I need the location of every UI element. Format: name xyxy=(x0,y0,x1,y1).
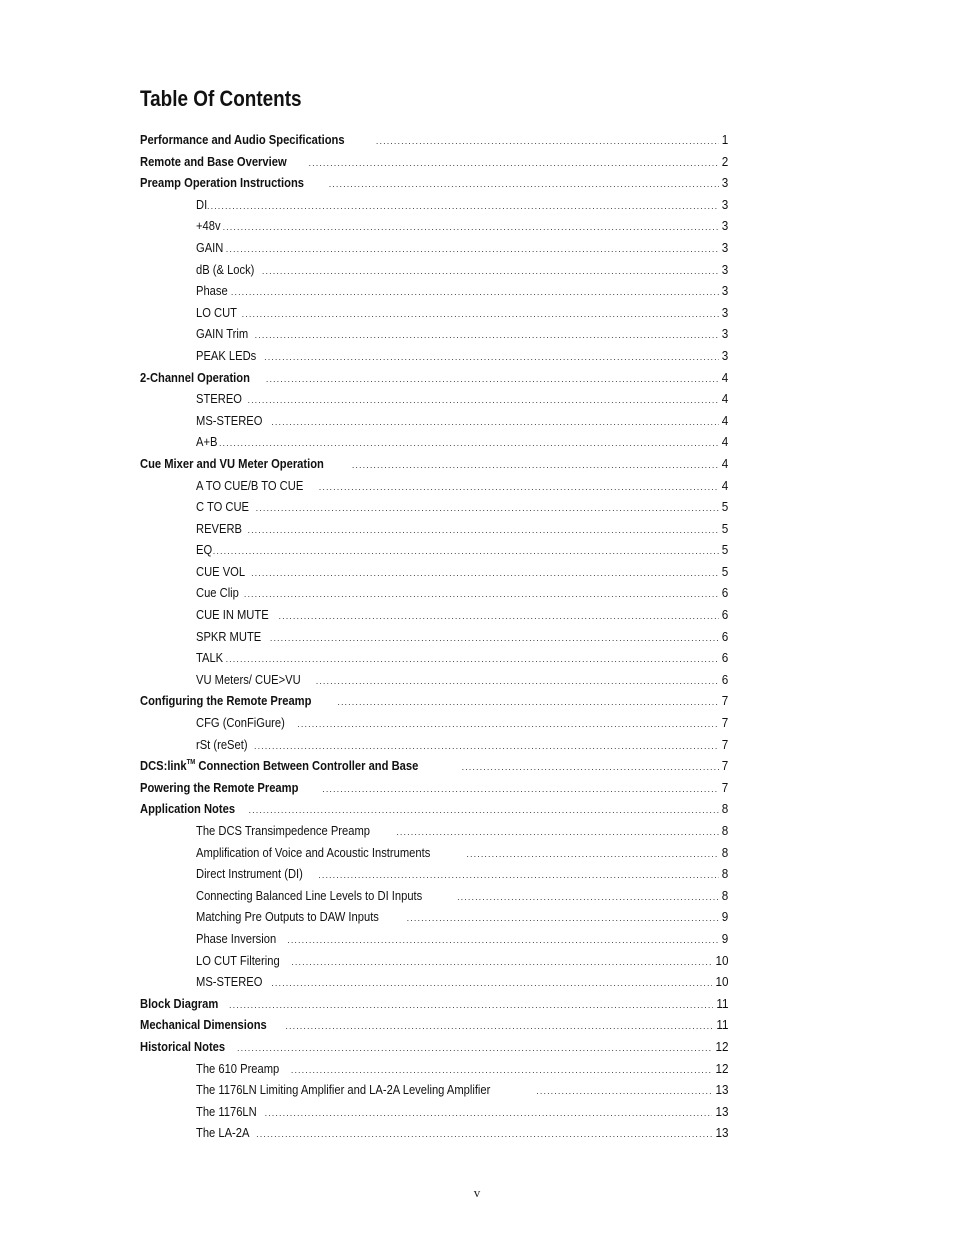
toc-entry-page-number: 8 xyxy=(721,887,728,903)
toc-entry[interactable] xyxy=(196,388,728,410)
toc-entry-page-number: 8 xyxy=(721,823,728,838)
toc-entry-label-text: The LA-2A xyxy=(196,1125,250,1141)
toc-entry-label-text: Cue Clip xyxy=(196,585,239,601)
toc-entry-label-text: The 1176LN xyxy=(196,1103,257,1119)
toc-entry-label xyxy=(196,496,249,518)
dot-leader xyxy=(271,973,711,995)
toc-entry-label-text: Amplification of Voice and Acoustic Instruments xyxy=(196,844,431,860)
toc-entry-label xyxy=(196,561,245,583)
toc-entry-label-text: The 610 Preamp xyxy=(196,1060,280,1076)
toc-entry[interactable] xyxy=(140,777,728,799)
toc-entry[interactable] xyxy=(140,172,728,194)
toc-entry-label-text: SPKR MUTE xyxy=(196,628,262,644)
toc-entry-label-text: Mechanical Dimensions xyxy=(140,1017,267,1033)
dot-leader xyxy=(247,520,718,542)
toc-entry-label xyxy=(140,755,418,777)
toc-entry-label xyxy=(196,345,256,367)
toc-entry[interactable] xyxy=(140,1014,728,1036)
toc-entry-page-number: 11 xyxy=(715,995,728,1011)
toc-entry-label xyxy=(196,280,228,302)
toc-entry-label-text: Phase xyxy=(196,283,228,299)
dot-leader xyxy=(231,282,719,304)
toc-entry-label xyxy=(196,863,303,885)
toc-entry-label-text: dB (& Lock) xyxy=(196,261,255,277)
toc-entry[interactable] xyxy=(196,928,728,950)
toc-entry-page-number: 6 xyxy=(721,671,728,687)
dot-leader xyxy=(270,628,719,650)
toc-entry-label xyxy=(140,1014,267,1036)
toc-entry-label xyxy=(196,1122,249,1144)
dot-leader xyxy=(337,692,718,714)
toc-entry-label xyxy=(196,647,223,669)
toc-entry-label-text: Performance and Audio Specifications xyxy=(140,132,345,147)
toc-entry-label xyxy=(196,971,262,993)
toc-entry-label xyxy=(196,518,242,540)
toc-entry-page-number: 1 xyxy=(721,132,728,147)
toc-entry-label xyxy=(140,690,311,712)
toc-entry-label xyxy=(196,215,221,237)
toc-entry[interactable] xyxy=(196,431,728,453)
toc-entry-label-text: The DCS Transimpedence Preamp xyxy=(196,823,370,838)
dot-leader xyxy=(255,325,719,347)
dot-leader xyxy=(265,1103,712,1125)
toc-entry-label-text: Application Notes xyxy=(140,801,236,817)
toc-entry-label-text: Remote and Base Overview xyxy=(140,153,287,169)
dot-leader xyxy=(242,304,719,326)
dot-leader xyxy=(329,174,719,196)
toc-entry-page-number: 8 xyxy=(721,801,728,817)
toc-entry-label xyxy=(196,906,379,928)
toc-entry-page-number: 3 xyxy=(721,261,728,277)
toc-entry-label xyxy=(140,993,218,1015)
dot-leader xyxy=(457,887,719,909)
toc-entry-label-text: C TO CUE xyxy=(196,499,250,515)
toc-entry-label-text: A+B xyxy=(196,434,218,450)
dot-leader xyxy=(266,369,719,391)
toc-entry[interactable] xyxy=(196,539,728,561)
toc-entry[interactable] xyxy=(140,755,728,777)
toc-entry[interactable] xyxy=(196,885,728,907)
toc-entry-label xyxy=(196,237,223,259)
toc-entry[interactable] xyxy=(196,669,728,691)
toc-entry[interactable] xyxy=(196,518,728,540)
toc-entry-label xyxy=(196,475,303,497)
toc-entry-page-number: 5 xyxy=(721,520,728,536)
dot-leader xyxy=(291,952,711,974)
toc-entry[interactable] xyxy=(196,604,728,626)
toc-entry[interactable] xyxy=(196,1058,728,1080)
toc-entry-page-number: 12 xyxy=(714,1038,728,1054)
dot-leader xyxy=(229,995,712,1017)
toc-entry[interactable] xyxy=(196,259,728,281)
toc-entry-page-number: 3 xyxy=(721,239,728,255)
page-title: Table Of Contents xyxy=(140,86,302,111)
toc-entry-page-number: 13 xyxy=(714,1082,728,1098)
toc-entry-page-number: 7 xyxy=(721,736,728,752)
toc-entry-page-number: 4 xyxy=(721,455,728,471)
dot-leader xyxy=(247,390,718,412)
toc-entry[interactable] xyxy=(196,302,728,324)
toc-entry[interactable] xyxy=(196,712,728,734)
toc-entry[interactable] xyxy=(140,993,728,1015)
toc-entry[interactable] xyxy=(196,863,728,885)
dot-leader xyxy=(462,757,719,779)
dot-leader xyxy=(256,498,719,520)
dot-leader xyxy=(213,541,719,563)
toc-entry[interactable] xyxy=(140,1036,728,1058)
toc-entry-label-text: GAIN Trim xyxy=(196,326,249,342)
toc-entry-page-number: 13 xyxy=(714,1125,728,1141)
toc-entry-label xyxy=(196,302,237,324)
toc-entry[interactable] xyxy=(140,690,728,712)
dot-leader xyxy=(466,844,718,866)
dot-leader xyxy=(396,822,718,844)
toc-entry-page-number: 3 xyxy=(721,347,728,363)
toc-entry-label xyxy=(196,259,254,281)
toc-entry-label-text: +48v xyxy=(196,218,221,234)
toc-entry-label-text: MS-STEREO xyxy=(196,974,263,990)
toc-entry-label-text: LO CUT xyxy=(196,304,237,320)
toc-entry-label xyxy=(140,777,298,799)
toc-entry-label-text: DCS:link xyxy=(140,758,187,774)
toc-entry-label-text: Configuring the Remote Preamp xyxy=(140,693,312,709)
toc-entry-page-number: 4 xyxy=(721,412,728,428)
toc-entry-label xyxy=(196,194,207,216)
toc-entry-label xyxy=(196,669,301,691)
toc-entry-page-number: 12 xyxy=(714,1060,728,1076)
toc-entry[interactable] xyxy=(140,367,728,389)
toc-entry-label-text: Matching Pre Outputs to DAW Inputs xyxy=(196,909,379,925)
dot-leader xyxy=(249,800,719,822)
toc-entry-page-number: 11 xyxy=(715,1017,728,1033)
dot-leader xyxy=(291,1060,712,1082)
toc-entry-label xyxy=(196,431,217,453)
toc-entry-label xyxy=(196,928,276,950)
toc-entry-page-number: 4 xyxy=(721,391,728,407)
toc-entry[interactable] xyxy=(196,842,728,864)
toc-entry-page-number: 7 xyxy=(721,715,728,731)
toc-entry[interactable] xyxy=(196,194,728,216)
toc-entry-page-number: 7 xyxy=(721,693,728,709)
toc-entry-page-number: 9 xyxy=(721,930,728,946)
toc-entry-page-number: 4 xyxy=(721,434,728,450)
toc-entry-label-text: Cue Mixer and VU Meter Operation xyxy=(140,455,324,471)
dot-leader xyxy=(318,865,719,887)
toc-entry-page-number: 3 xyxy=(721,218,728,234)
toc-entry-label-text: REVERB xyxy=(196,520,242,536)
toc-entry-label xyxy=(196,885,422,907)
toc-entry-label xyxy=(196,1101,257,1123)
toc-entry-label xyxy=(196,626,261,648)
dot-leader xyxy=(254,736,719,758)
toc-entry-label-text: PEAK LEDs xyxy=(196,347,257,363)
toc-entry-label xyxy=(196,950,280,972)
toc-entry-label-text: TALK xyxy=(196,650,224,666)
dot-leader xyxy=(376,131,719,153)
toc-list xyxy=(0,129,954,1144)
toc-entry[interactable] xyxy=(140,129,728,151)
toc-entry[interactable] xyxy=(196,950,728,972)
toc-entry-page-number: 3 xyxy=(721,283,728,299)
toc-entry-label-text: Phase Inversion xyxy=(196,930,277,946)
toc-entry-label xyxy=(140,151,287,173)
toc-entry-page-number: 6 xyxy=(721,585,728,601)
dot-leader xyxy=(262,261,719,283)
toc-entry[interactable] xyxy=(140,453,728,475)
dot-leader xyxy=(536,1081,711,1103)
toc-entry-label-text: STEREO xyxy=(196,391,242,407)
toc-entry-label xyxy=(140,367,250,389)
toc-entry[interactable] xyxy=(196,582,728,604)
toc-entry-label-text: Historical Notes xyxy=(140,1038,226,1054)
toc-entry[interactable] xyxy=(196,475,728,497)
toc-entry-page-number: 10 xyxy=(714,974,728,990)
toc-entry-label xyxy=(140,798,235,820)
toc-entry-label-text: VU Meters/ CUE>VU xyxy=(196,671,301,687)
toc-entry-label xyxy=(196,712,285,734)
toc-entry[interactable] xyxy=(196,323,728,345)
toc-entry-label xyxy=(196,323,248,345)
toc-entry-label-text: DI xyxy=(196,196,208,212)
toc-entry-label-text: Preamp Operation Instructions xyxy=(140,175,305,191)
toc-entry[interactable] xyxy=(196,971,728,993)
dot-leader xyxy=(279,606,719,628)
page-number: v xyxy=(473,1185,481,1200)
toc-entry-page-number: 4 xyxy=(721,477,728,493)
dot-leader xyxy=(264,347,719,369)
toc-entry-label-text: CFG (ConFiGure) xyxy=(196,715,285,731)
dot-leader xyxy=(256,1124,711,1146)
toc-entry[interactable] xyxy=(196,1079,728,1101)
dot-leader xyxy=(287,930,719,952)
toc-entry-label-text: CUE VOL xyxy=(196,563,246,579)
dot-leader xyxy=(226,239,719,261)
dot-leader xyxy=(316,671,719,693)
toc-entry[interactable] xyxy=(196,215,728,237)
toc-entry-label xyxy=(196,582,239,604)
toc-entry-page-number: 7 xyxy=(721,779,728,795)
toc-entry-label xyxy=(196,388,242,410)
toc-entry-label-text: Powering the Remote Preamp xyxy=(140,779,299,795)
toc-entry-label xyxy=(140,172,304,194)
toc-entry[interactable] xyxy=(196,237,728,259)
toc-entry-label-text: The 1176LN Limiting Amplifier and LA-2A Leveling Amplifier xyxy=(196,1082,491,1098)
toc-entry[interactable] xyxy=(140,798,728,820)
toc-entry[interactable] xyxy=(196,1122,728,1144)
dot-leader xyxy=(237,1038,712,1060)
toc-entry-label xyxy=(196,1058,279,1080)
toc-entry[interactable] xyxy=(196,647,728,669)
toc-entry-label-text: 2-Channel Operation xyxy=(140,369,250,385)
dot-leader xyxy=(251,563,719,585)
toc-entry[interactable] xyxy=(196,345,728,367)
toc-entry-label-text: Block Diagram xyxy=(140,995,219,1011)
toc-entry-label-text: rSt (reSet) xyxy=(196,736,248,752)
toc-entry-label xyxy=(196,410,262,432)
toc-entry-label xyxy=(196,734,248,756)
toc-entry-label xyxy=(140,129,345,151)
toc-entry-label-continuation: Connection Between Controller and Base xyxy=(195,758,419,774)
toc-entry[interactable] xyxy=(196,626,728,648)
toc-entry-page-number: 3 xyxy=(721,175,728,191)
toc-entry-page-number: 6 xyxy=(721,607,728,623)
toc-entry[interactable] xyxy=(196,820,728,842)
toc-entry-page-number: 3 xyxy=(721,326,728,342)
toc-entry-label-text: CUE IN MUTE xyxy=(196,607,269,623)
dot-leader xyxy=(352,455,719,477)
dot-leader xyxy=(407,908,719,930)
dot-leader xyxy=(322,779,719,801)
toc-entry-label xyxy=(140,453,324,475)
toc-entry-page-number: 10 xyxy=(714,952,728,968)
dot-leader xyxy=(223,217,719,239)
toc-entry-page-number: 7 xyxy=(721,758,728,774)
toc-entry-page-number: 8 xyxy=(721,866,728,882)
toc-entry[interactable] xyxy=(196,734,728,756)
dot-leader xyxy=(219,433,719,455)
toc-entry-label-text: Direct Instrument (DI) xyxy=(196,866,303,882)
dot-leader xyxy=(226,649,719,671)
toc-entry-label-text: A TO CUE/B TO CUE xyxy=(196,477,304,493)
dot-leader xyxy=(319,477,719,499)
toc-entry[interactable] xyxy=(196,1101,728,1123)
toc-entry-page-number: 5 xyxy=(721,542,728,558)
toc-entry-page-number: 8 xyxy=(721,844,728,860)
toc-entry-label xyxy=(196,539,212,561)
toc-entry-page-number: 2 xyxy=(721,153,728,169)
toc-entry-label xyxy=(140,1036,225,1058)
dot-leader xyxy=(207,196,719,218)
toc-entry-label-text: Connecting Balanced Line Levels to DI Inputs xyxy=(196,887,423,903)
toc-entry[interactable] xyxy=(140,151,728,173)
toc-entry-label xyxy=(196,842,430,864)
toc-entry-page-number: 9 xyxy=(721,909,728,925)
toc-entry-label-text: GAIN xyxy=(196,239,224,255)
dot-leader xyxy=(285,1016,712,1038)
toc-entry-label-text: EQ xyxy=(196,542,213,558)
toc-entry-label-text: MS-STEREO xyxy=(196,412,263,428)
toc-entry-page-number: 6 xyxy=(721,650,728,666)
dot-leader xyxy=(244,584,719,606)
dot-leader xyxy=(297,714,718,736)
toc-entry-label xyxy=(196,604,269,626)
toc-entry-page-number: 6 xyxy=(721,628,728,644)
toc-entry[interactable] xyxy=(196,280,728,302)
toc-entry-page-number: 4 xyxy=(721,369,728,385)
toc-entry-page-number: 3 xyxy=(721,196,728,212)
toc-entry-label xyxy=(196,1079,490,1101)
toc-entry[interactable] xyxy=(196,496,728,518)
toc-entry-page-number: 13 xyxy=(714,1103,728,1119)
toc-entry-label xyxy=(196,820,370,842)
toc-entry-label-text: LO CUT Filtering xyxy=(196,952,280,968)
dot-leader xyxy=(309,153,719,175)
toc-entry[interactable] xyxy=(196,561,728,583)
toc-entry-page-number: 5 xyxy=(721,563,728,579)
toc-entry-page-number: 3 xyxy=(721,304,728,320)
dot-leader xyxy=(271,412,718,434)
trademark-superscript: TM xyxy=(186,758,196,766)
toc-entry[interactable] xyxy=(196,410,728,432)
toc-entry-page-number: 5 xyxy=(721,499,728,515)
toc-entry[interactable] xyxy=(196,906,728,928)
